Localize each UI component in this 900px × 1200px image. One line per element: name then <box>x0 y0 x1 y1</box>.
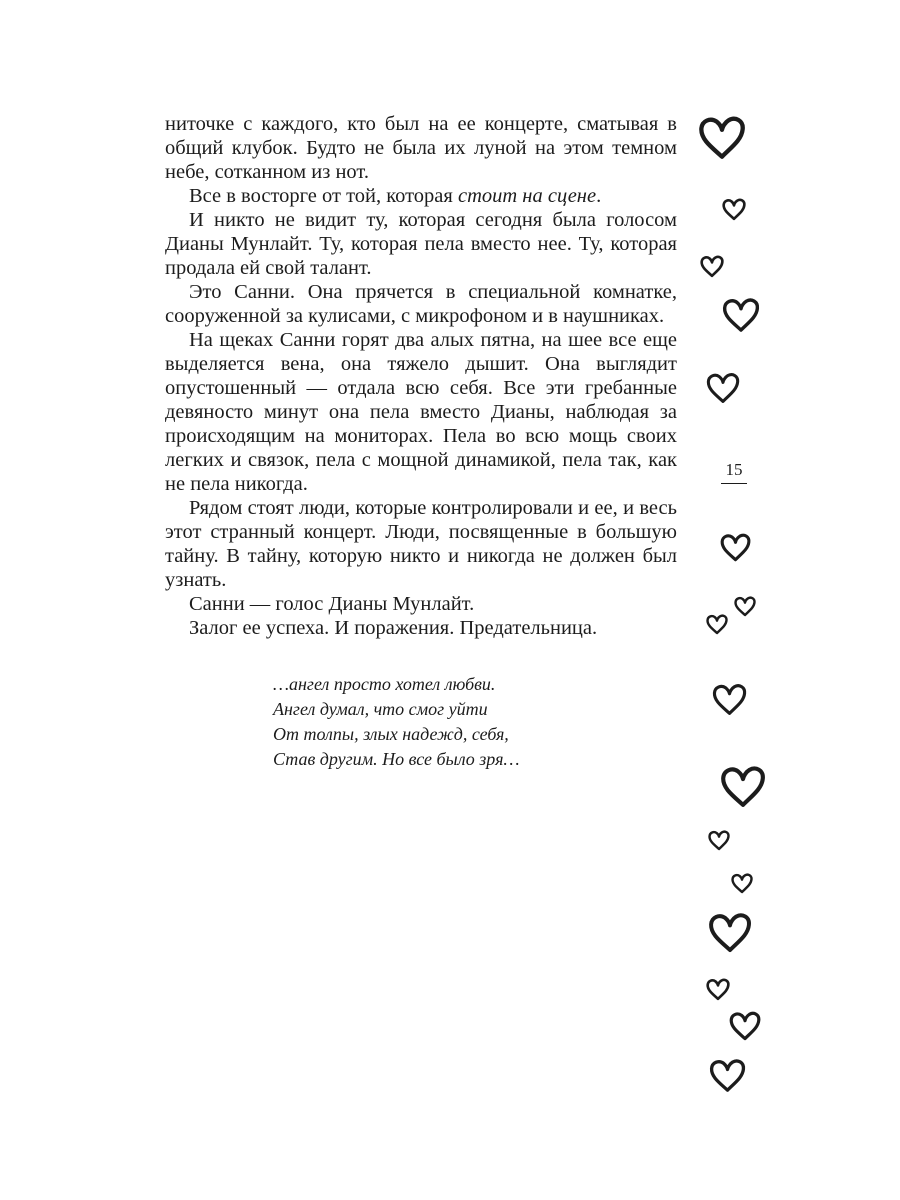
heart-outline-icon <box>729 1011 761 1040</box>
paragraph-1: ниточке с каждого, кто был на ее концерте, сматывая в общий клубок. Будто не была их луной на этом темном небе, сотканном из нот. <box>165 113 677 183</box>
page-number: 15 <box>721 460 747 484</box>
heart-outline-icon <box>708 830 730 850</box>
paragraph-6: Рядом стоят люди, которые контролировали и ее, и весь этот странный концерт. Люди, посвященные в большую тайну. В тайну, которую никто и никогда не должен был узнать. <box>165 497 677 591</box>
heart-outline-icon <box>720 533 751 561</box>
main-text <box>165 112 677 640</box>
heart-outline-icon <box>706 978 730 1000</box>
poem-line: От толпы, злых надежд, себя, <box>273 724 509 744</box>
poem-line: …ангел просто хотел любви. <box>273 674 496 694</box>
heart-outline-icon <box>709 1058 746 1092</box>
poem-line: Ангел думал, что смог уйти <box>273 699 488 719</box>
heart-outline-icon <box>731 873 753 893</box>
heart-outline-icon <box>712 683 747 715</box>
paragraph-8: Залог ее успеха. И поражения. Предательница. <box>189 617 598 639</box>
paragraph-2: Все в восторге от той, которая стоит на сцене. <box>189 185 602 207</box>
poem-epigraph <box>273 672 593 772</box>
heart-outline-icon <box>722 198 746 220</box>
heart-outline-icon <box>734 596 756 616</box>
heart-outline-icon <box>706 372 740 403</box>
paragraph-3: И никто не видит ту, которая сегодня была голосом Дианы Мунлайт. Ту, которая пела вместо нее. Ту, которая продала ей свой талант. <box>165 209 677 279</box>
paragraph-5: На щеках Санни горят два алых пятна, на шее все еще выделяется вена, она тяжело дышит. Она выглядит опустошенный — отдала всю себя. Все эти гребанные девяносто минут она пела вместо Дианы, наблюдая за происходящим на мониторах. Пела во всю мощь своих легких и связок, пела с мощной динамикой, пела так, как не пела никогда. <box>165 329 677 495</box>
italic-emphasis: стоит на сцене <box>457 185 597 207</box>
heart-outline-icon <box>720 765 766 807</box>
paragraph-7: Санни — голос Дианы Мунлайт. <box>189 593 475 615</box>
heart-outline-icon <box>708 912 752 952</box>
heart-outline-icon <box>700 255 724 277</box>
heart-outline-icon <box>722 297 760 332</box>
paragraph-4: Это Санни. Она прячется в специальной комнатке, сооруженной за кулисами, с микрофоном и в наушниках. <box>165 281 677 327</box>
heart-outline-icon <box>698 115 746 159</box>
poem-line: Став другим. Но все было зря… <box>273 749 520 769</box>
heart-outline-icon <box>706 614 728 634</box>
